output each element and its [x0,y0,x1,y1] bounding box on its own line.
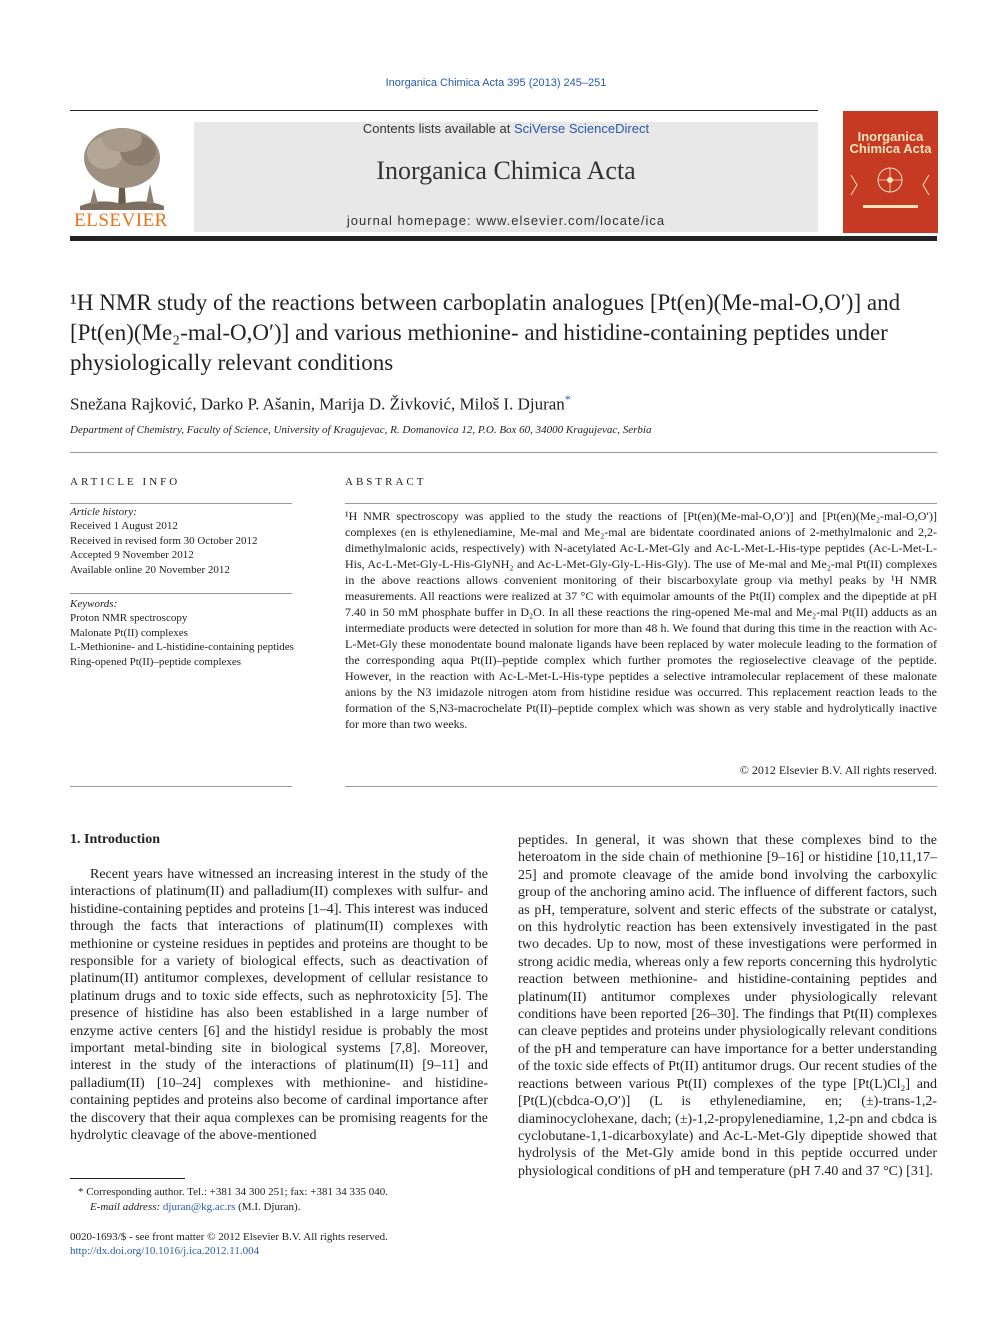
header-rule-bottom [70,236,937,241]
doi-link[interactable]: http://dx.doi.org/10.1016/j.ica.2012.11.004 [70,1245,260,1257]
contents-prefix: Contents lists available at [362,121,514,136]
author-list [70,392,950,415]
copyright-notice: © 2012 Elsevier B.V. All rights reserved. [739,763,937,777]
keywords-rule [70,593,292,594]
abstract-end-rule [345,786,937,787]
email-suffix: (M.I. Djuran). [238,1201,301,1213]
body-column-left: Recent years have witnessed an increasing interest in the study of the interactions of platinum(II) and palladium(II) complexes with sulfur- and histidine-containing peptides and proteins [1–4]. This interest was induced through the facts that interactions of platinum(II) complexes with methionine or cysteine residues in peptides and proteins are thought to be responsible for a variety of biological effects, such as deactivation of platinum(II) antitumor complexes, development of cellular resistance to platinum drugs and to toxic side effects, such as nephrotoxicity [5]. The presence of histidine has also been established in a large number of enzyme active centers [6] and the histidyl residue is probably the most important metal-binding site in biological systems [7,8]. Moreover, interest in the study of the interactions of platinum(II) [9–11] and palladium(II) [10–24] complexes with methionine- and histidine-containing peptides and proteins also become of cardinal importance after the discovery that their aqua complexes can be promising reagents for the hydrolytic cleavage of the above-mentioned [70,867,488,1144]
affiliation: Department of Chemistry, Faculty of Science, University of Kragujevac, R. Domanovica 12, P.O. Box 60, 34000 Kragujevac, Serbia [70,424,652,436]
article-info-end-rule [70,786,292,787]
abstract-rule [345,503,937,504]
sciencedirect-link[interactable]: SciVerse ScienceDirect [513,121,650,136]
contents-available-line [194,121,818,136]
keywords [70,597,300,669]
elsevier-wordmark: ELSEVIER [74,210,168,231]
history-item: Received in revised form 30 October 2012 [70,534,258,547]
history-label: Article history: [70,506,137,518]
article-info-heading: ARTICLE INFO [70,476,181,488]
cover-title [843,131,938,155]
history-item: Accepted 9 November 2012 [70,549,194,562]
history-item: Available online 20 November 2012 [70,563,230,576]
email-link[interactable]: djuran@kg.ac.rs [162,1201,236,1213]
journal-citation-link[interactable]: Inorganica Chimica Acta 395 (2013) 245–251 [385,77,607,89]
section-heading-introduction: 1. Introduction [70,832,160,847]
affiliation-rule [70,452,937,453]
keyword-item: L-Methionine- and L-histidine-containing peptides [70,641,294,654]
body-column-right: peptides. In general, it was shown that these complexes bind to the heteroatom in the side chain of methionine [9–16] or histidine [10,11,17–25] and promote cleavage of the amide bond involving the carboxylic group of the anchoring amino acid. The influence of different factors, such as pH, temperature, solvent and steric effects of the substrate or catalyst, on this hydrolytic reaction has been extensively investigated in the past two decades. Up to now, most of these investigations were performed in strong acidic media, whereas only a few reports concerning this hydrolytic reaction between methionine- and histidine-containing peptides and platinum(II) antitumor complexes under physiologically relevant conditions have been reported [26–30]. The findings that Pt(II) complexes can cleave peptides and proteins under physiologically relevant conditions of the pH and temperature can have importance for a better understanding of the toxic side effects of Pt(II) antitumor drugs. Our recent studies of the reactions between various Pt(II) complexes of the type [Pt(L)Cl₂] and [Pt(L)(cbdca-O,O′)] (L is ethylenediamine, en; (±)-trans-1,2-diaminocyclohexane, dach; (±)-1,2-propylenediamine, 1,2-pn and cbdca is cyclobutane-1,1-dicarboxylate) and Ac-L-Met-Gly dipeptide showed that hydrolysis of the Met-Gly amide bond in this peptide occurred under physiological conditions of pH and temperature (pH 7.40 and 37 °C) [31]. [518,833,937,1179]
keyword-item: Ring-opened Pt(II)–peptide complexes [70,655,242,668]
keyword-item: Malonate Pt(II) complexes [70,626,188,639]
keyword-item: Proton NMR spectroscopy [70,612,188,625]
cover-title-line2: Chimica Acta [849,141,932,156]
article-history [70,505,300,577]
article-title: ¹H NMR study of the reactions between carboplatin analogues [Pt(en)(Me-mal-O,O′)] and [Pt(en)(Me₂-mal-O,O′)] and various methionine- and histidine-containing peptides under physiologically relevant conditions [70,290,901,375]
cover-artwork [843,155,938,225]
history-item: Received 1 August 2012 [70,520,178,533]
authors-text: Snežana Rajković, Darko P. Ašanin, Marija D. Živković, Miloš I. Djuran [70,394,565,414]
corresponding-footnote [70,1185,488,1215]
journal-title: Inorganica Chimica Acta [376,156,636,185]
journal-homepage[interactable]: journal homepage: www.elsevier.com/locate/ica [346,213,666,228]
footnote-rule [70,1178,185,1179]
corresponding-author-marker[interactable]: * [564,392,571,406]
issn-line: 0020-1693/$ - see front matter © 2012 Elsevier B.V. All rights reserved. [70,1231,388,1243]
keywords-label: Keywords: [70,598,118,610]
email-label: E-mail address: [90,1201,161,1213]
abstract-text: ¹H NMR spectroscopy was applied to the study the reactions of [Pt(en)(Me-mal-O,O′)] and [Pt(en)(Me₂-mal-O,O′)] complexes (en is ethylenediamine, Me-mal and Me₂-mal are bidentate coordinated anions of 2-methylmalonic and 2,2-dimethylmalonic acids, respectively) with N-acetylated Ac-L-Met-Gly and Ac-L-Met-L-His-type peptides (Ac-L-Met-L-His, Ac-L-Met-Gly-L-His-GlyNH₂ and Ac-L-Met-Gly-Gly-L-His-Gly). The use of Me-mal and Me₂-mal Pt(II) complexes in the above reactions allows convenient monitoring of their biscarboxylate group via methyl peaks by ¹H NMR measurements. All reactions were realized at 37 °C with equimolar amounts of the Pt(II) complex and the dipeptide at pH 7.40 in 50 mM phosphate buffer in D₂O. In all these reactions the ring-opened Me-mal and Me₂-mal Pt(II) adducts as an intermediate products were detected in solution for more than 48 h. We found that during this time in the reaction with Ac-L-Met-Gly these monodentate bound malonate ligands have been replaced by water molecule leading to the formation of the corresponding aqua Pt(II)–peptide complex which further promotes the regioselective cleavage of the peptide. However, in the reaction with Ac-L-Met-L-His-type peptides a selective intramolecular replacement of these malonate anions by the N3 imidazole nitrogen atom from histidine residue was occurred. This replacement reaction leads to the formation of the S,N3-macrochelate Pt(II)–peptide complex which was shown as very stable and hydrolytically inactive for more than two weeks. [345,509,937,731]
email-line [70,1200,488,1215]
header-rule-top [70,110,818,111]
publication-info [70,1230,488,1258]
abstract-heading: ABSTRACT [345,476,427,488]
cover-title-line1: Inorganica [857,129,924,144]
corresponding-author-line: * Corresponding author. Tel.: +381 34 300 251; fax: +381 34 335 040. [78,1186,388,1198]
article-info-rule [70,503,292,504]
